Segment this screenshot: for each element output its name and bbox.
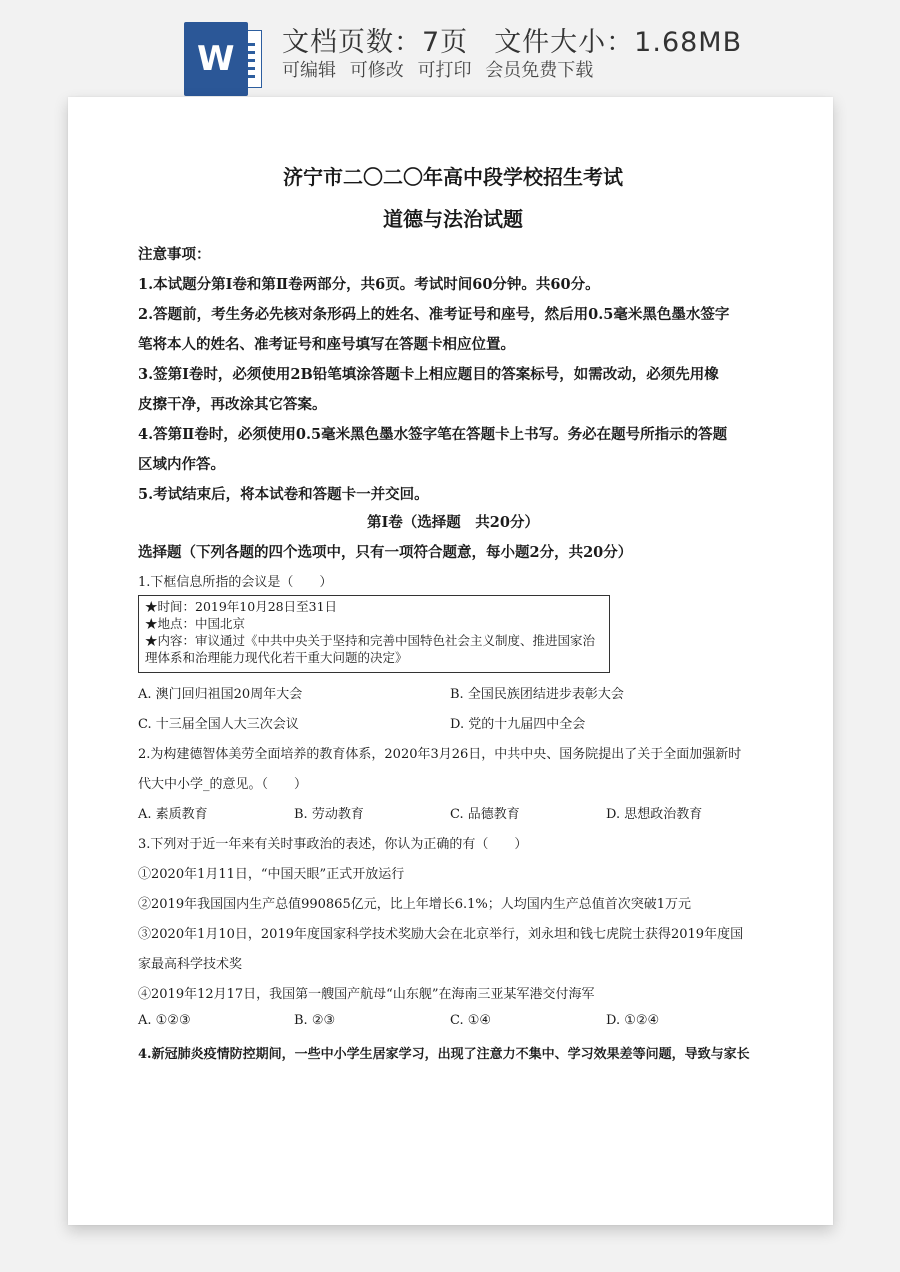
notice-line: 皮擦干净，再改涂其它答案。 [138, 396, 327, 413]
q2-option-a: A. 素质教育 [138, 807, 208, 822]
q2-option-c: C. 品德教育 [450, 807, 520, 822]
q1-option-a: A. 澳门回归祖国20周年大会 [138, 687, 303, 702]
feature-printable: 可打印 [417, 60, 472, 81]
q3-item-1: ①2020年1月11日，“中国天眼”正式开放运行 [138, 867, 405, 882]
info-time: ★时间：2019年10月28日至31日 [145, 599, 338, 614]
notice-heading: 注意事项： [138, 246, 211, 263]
q3-item-2: ②2019年我国国内生产总值990865亿元，比上年增长6.1%；人均国内生产总值首次突破1万元 [138, 897, 692, 912]
section-instructions: 选择题（下列各题的四个选项中，只有一项符合题意，每小题2分，共20分） [138, 544, 633, 561]
question-4-stem: 4.新冠肺炎疫情防控期间，一些中小学生居家学习，出现了注意力不集中、学习效果差等问题，导致与家长 [138, 1047, 750, 1062]
q3-option-c: C. ①④ [450, 1013, 492, 1028]
q3-option-a: A. ①②③ [138, 1013, 191, 1028]
q3-item-3: ③2020年1月10日，2019年度国家科学技术奖励大会在北京举行，刘永坦和钱七虎院士获得2019年度国 [138, 927, 744, 942]
info-content: ★内容：审议通过《中共中央关于坚持和完善中国特色社会主义制度、推进国家治 [145, 633, 596, 648]
q1-option-c: C. 十三届全国人大三次会议 [138, 717, 299, 732]
notice-line: 5.考试结束后，将本试卷和答题卡一并交回。 [138, 486, 429, 503]
banner-title [282, 20, 742, 59]
page-count-label: 文档页数：7页 [282, 27, 469, 58]
q1-option-b: B. 全国民族团结进步表彰大会 [450, 687, 624, 702]
notice-line: 1.本试题分第Ⅰ卷和第Ⅱ卷两部分，共6页。考试时间60分钟。共60分。 [138, 276, 600, 293]
feature-list [282, 56, 601, 82]
question-3-stem: 3.下列对于近一年来有关时事政治的表述，你认为正确的有（ ） [138, 837, 528, 852]
question-1-info-box [138, 595, 610, 673]
word-logo-letter: W [184, 22, 248, 96]
document-page [68, 97, 833, 1225]
info-location: ★地点：中国北京 [145, 616, 246, 631]
notice-line: 区域内作答。 [138, 456, 225, 473]
q3-option-b: B. ②③ [294, 1013, 336, 1028]
question-2-stem-cont: 代大中小学_的意见。（ ） [138, 777, 308, 792]
file-size-label: 文件大小：1.68MB [494, 27, 743, 58]
q3-option-d: D. ①②④ [606, 1013, 660, 1028]
feature-member-download: 会员免费下载 [485, 60, 594, 81]
feature-editable: 可编辑 [282, 60, 336, 81]
exam-subtitle: 道德与法治试题 [383, 207, 523, 231]
notice-line: 4.答第Ⅱ卷时，必须使用0.5毫米黑色墨水签字笔在答题卡上书写。务必在题号所指示的答题 [138, 426, 728, 443]
q2-option-d: D. 思想政治教育 [606, 807, 703, 822]
notice-line: 3.签第Ⅰ卷时，必须使用2B铅笔填涂答题卡上相应题目的答案标号，如需改动，必须先用橡 [138, 366, 719, 383]
notice-line: 笔将本人的姓名、准考证号和座号填写在答题卡相应位置。 [138, 336, 515, 353]
q3-item-3-cont: 家最高科学技术奖 [138, 957, 243, 972]
notice-line: 2.答题前，考生务必先核对条形码上的姓名、准考证号和座号，然后用0.5毫米黑色墨水签字 [138, 306, 730, 323]
exam-title: 济宁市二〇二〇年高中段学校招生考试 [283, 165, 623, 189]
word-document-icon [184, 22, 266, 96]
download-banner [0, 0, 900, 96]
q3-item-4: ④2019年12月17日，我国第一艘国产航母“山东舰”在海南三亚某军港交付海军 [138, 987, 595, 1002]
q1-option-d: D. 党的十九届四中全会 [450, 717, 586, 732]
section-title: 第Ⅰ卷（选择题 共20分） [367, 514, 539, 531]
feature-modifiable: 可修改 [349, 60, 404, 81]
question-2-stem: 2.为构建德智体美劳全面培养的教育体系，2020年3月26日，中共中央、国务院提出了关于全面加强新时 [138, 747, 742, 762]
question-1-stem: 1.下框信息所指的会议是（ ） [138, 575, 333, 590]
info-content-cont: 理体系和治理能力现代化若干重大问题的决定》 [145, 650, 408, 665]
q2-option-b: B. 劳动教育 [294, 807, 364, 822]
